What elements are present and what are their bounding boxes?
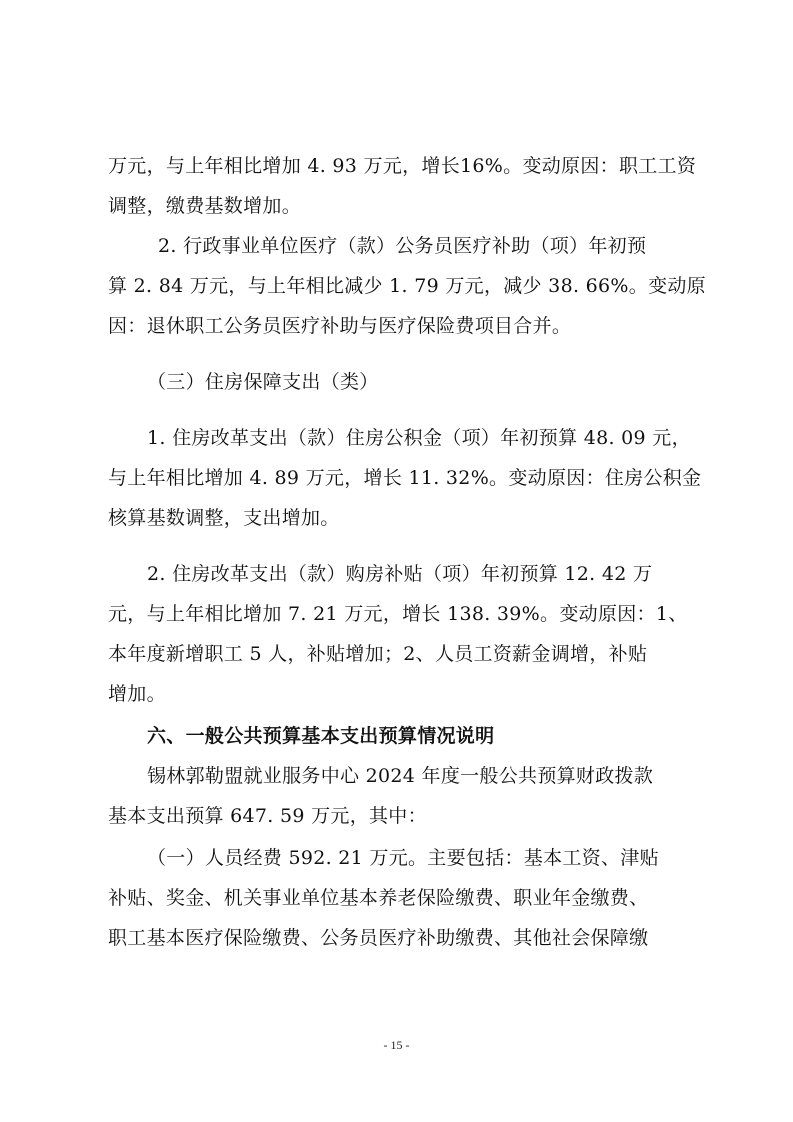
paragraph-line: 万元，与上年相比增加 4. 93 万元，增长16%。变动原因：职工工资 (108, 155, 697, 177)
page-number: - 15 - (383, 1038, 410, 1052)
section-heading: （三）住房保障支出（类） (147, 371, 379, 393)
paragraph-line: 2. 住房改革支出（款）购房补贴（项）年初预算 12. 42 万 (147, 563, 653, 585)
paragraph-line: 元，与上年相比增加 7. 21 万元，增长 138. 39%。变动原因：1、 (108, 603, 688, 625)
paragraph-line: 职工基本医疗保险缴费、公务员医疗补助缴费、其他社会保障缴 (108, 927, 649, 949)
paragraph-line: 基本支出预算 647. 59 万元，其中： (108, 805, 427, 827)
paragraph-line: 与上年相比增加 4. 89 万元，增长 11. 32%。变动原因：住房公积金 (108, 467, 702, 489)
paragraph-line: 核算基数调整，支出增加。 (108, 507, 340, 529)
paragraph-line: 本年度新增职工 5 人，补贴增加；2、人员工资薪金调增，补贴 (108, 643, 648, 665)
paragraph-line: 补贴、奖金、机关事业单位基本养老保险缴费、职业年金缴费、 (108, 887, 649, 909)
section-heading: 六、一般公共预算基本支出预算情况说明 (147, 725, 495, 747)
paragraph-line: 2. 行政事业单位医疗（款）公务员医疗补助（项）年初预 (158, 235, 647, 257)
paragraph-line: 锡林郭勒盟就业服务中心 2024 年度一般公共预算财政拨款 (147, 765, 654, 787)
paragraph-line: 算 2. 84 万元，与上年相比减少 1. 79 万元，减少 38. 66%。变动原 (108, 275, 706, 297)
paragraph-line: 1. 住房改革支出（款）住房公积金（项）年初预算 48. 09 元， (147, 427, 691, 449)
paragraph-line: 调整，缴费基数增加。 (108, 195, 302, 217)
paragraph-line: 因：退休职工公务员医疗补助与医疗保险费项目合并。 (108, 315, 572, 337)
paragraph-line: 增加。 (108, 683, 166, 705)
paragraph-line: （一）人员经费 592. 21 万元。主要包括：基本工资、津贴 (147, 847, 659, 869)
